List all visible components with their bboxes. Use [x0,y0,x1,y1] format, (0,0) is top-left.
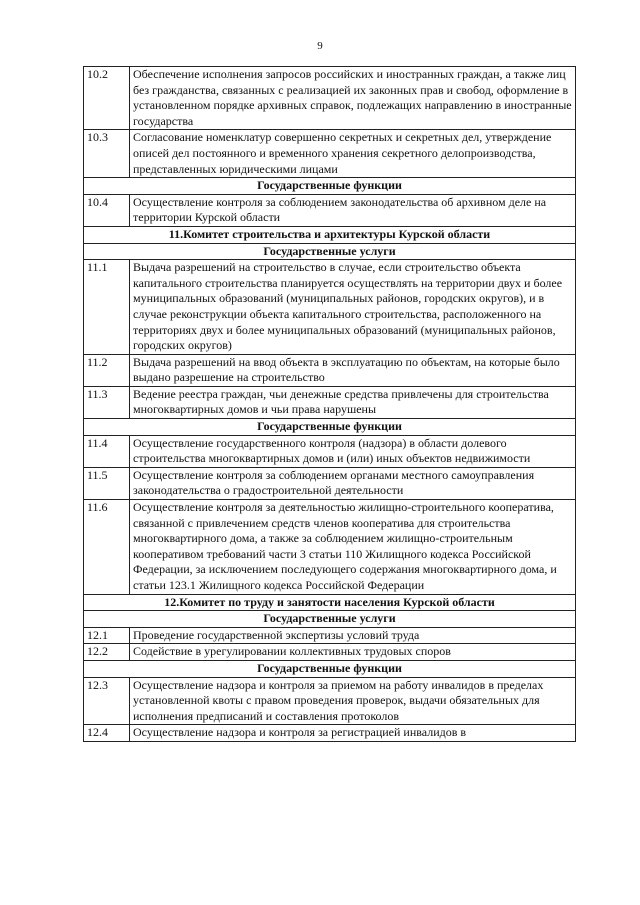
subheading: Государственные услуги [84,611,576,628]
section-heading: 12.Комитет по труду и занятости населения Курской области [84,594,576,611]
item-number: 10.3 [84,130,130,178]
item-number: 10.2 [84,67,130,130]
subheading-row [84,611,576,628]
table-row [84,67,576,130]
item-text: Осуществление надзора и контроля за приемом на работу инвалидов в пределах установленной квоты с правом проведения проверок, выдачи обязательных для исполнения предписаний и составления протоколов [130,677,576,725]
table-row [84,194,576,226]
section-heading-row [84,226,576,243]
item-number: 12.1 [84,627,130,644]
item-number: 12.4 [84,725,130,742]
item-text: Осуществление контроля за деятельностью жилищно-строительного кооператива, связанной с привлечением средств членов кооператива для строительства многоквартирного дома, а также за соблюдением жилищно-строительным кооперативом требований части 3 статьи 110 Жилищного кодекса Российской Федерации, за исключением последующего содержания многоквартирного дома, и статьи 123.1 Жилищного кодекса Российской Федерации [130,500,576,595]
table-row [84,627,576,644]
subheading: Государственные функции [84,419,576,436]
table-row [84,677,576,725]
item-text: Осуществление контроля за соблюдением законодательства об архивном деле на территории Курской области [130,194,576,226]
subheading: Государственные услуги [84,243,576,260]
table-row [84,386,576,418]
table-row [84,354,576,386]
item-number: 11.6 [84,500,130,595]
section-heading: 11.Комитет строительства и архитектуры Курской области [84,226,576,243]
item-text: Обеспечение исполнения запросов российских и иностранных граждан, а также лиц без гражданства, связанных с реализацией их законных прав и свобод, оформление в установленном порядке архивных справок, подлежащих направлению в иностранные государства [130,67,576,130]
table-row [84,644,576,661]
item-text: Содействие в урегулировании коллективных трудовых споров [130,644,576,661]
item-text: Выдача разрешений на ввод объекта в эксплуатацию по объектам, на которые было выдано разрешение на строительство [130,354,576,386]
item-number: 10.4 [84,194,130,226]
item-text: Осуществление надзора и контроля за регистрацией инвалидов в [130,725,576,742]
subheading-row [84,178,576,195]
item-number: 12.3 [84,677,130,725]
item-number: 11.1 [84,260,130,355]
section-heading-row [84,594,576,611]
item-text: Проведение государственной экспертизы условий труда [130,627,576,644]
subheading-row [84,660,576,677]
table-row [84,467,576,499]
subheading: Государственные функции [84,178,576,195]
item-text: Осуществление государственного контроля (надзора) в области долевого строительства многоквартирных домов и (или) иных объектов недвижимости [130,435,576,467]
services-table [83,66,576,742]
item-text: Согласование номенклатур совершенно секретных и секретных дел, утверждение описей дел постоянного и временного хранения секретного делопроизводства, представленных юридическими лицами [130,130,576,178]
services-table-body [84,67,576,742]
item-text: Ведение реестра граждан, чьи денежные средства привлечены для строительства многоквартирных домов и чьи права нарушены [130,386,576,418]
item-text: Осуществление контроля за соблюдением органами местного самоуправления законодательства о градостроительной деятельности [130,467,576,499]
subheading-row [84,419,576,436]
table-row [84,435,576,467]
table-row [84,500,576,595]
item-number: 11.4 [84,435,130,467]
subheading: Государственные функции [84,660,576,677]
table-row [84,130,576,178]
item-text: Выдача разрешений на строительство в случае, если строительство объекта капитального строительства планируется осуществлять на территории двух и более муниципальных образований (муниципальных районов, городских округов), и в случае реконструкции объекта капитального строительства, расположенного на территориях двух и более муниципальных образований (муниципальных районов, городских округов) [130,260,576,355]
subheading-row [84,243,576,260]
table-row [84,725,576,742]
table-row [84,260,576,355]
item-number: 12.2 [84,644,130,661]
item-number: 11.5 [84,467,130,499]
item-number: 11.2 [84,354,130,386]
item-number: 11.3 [84,386,130,418]
page-number: 9 [317,40,323,52]
